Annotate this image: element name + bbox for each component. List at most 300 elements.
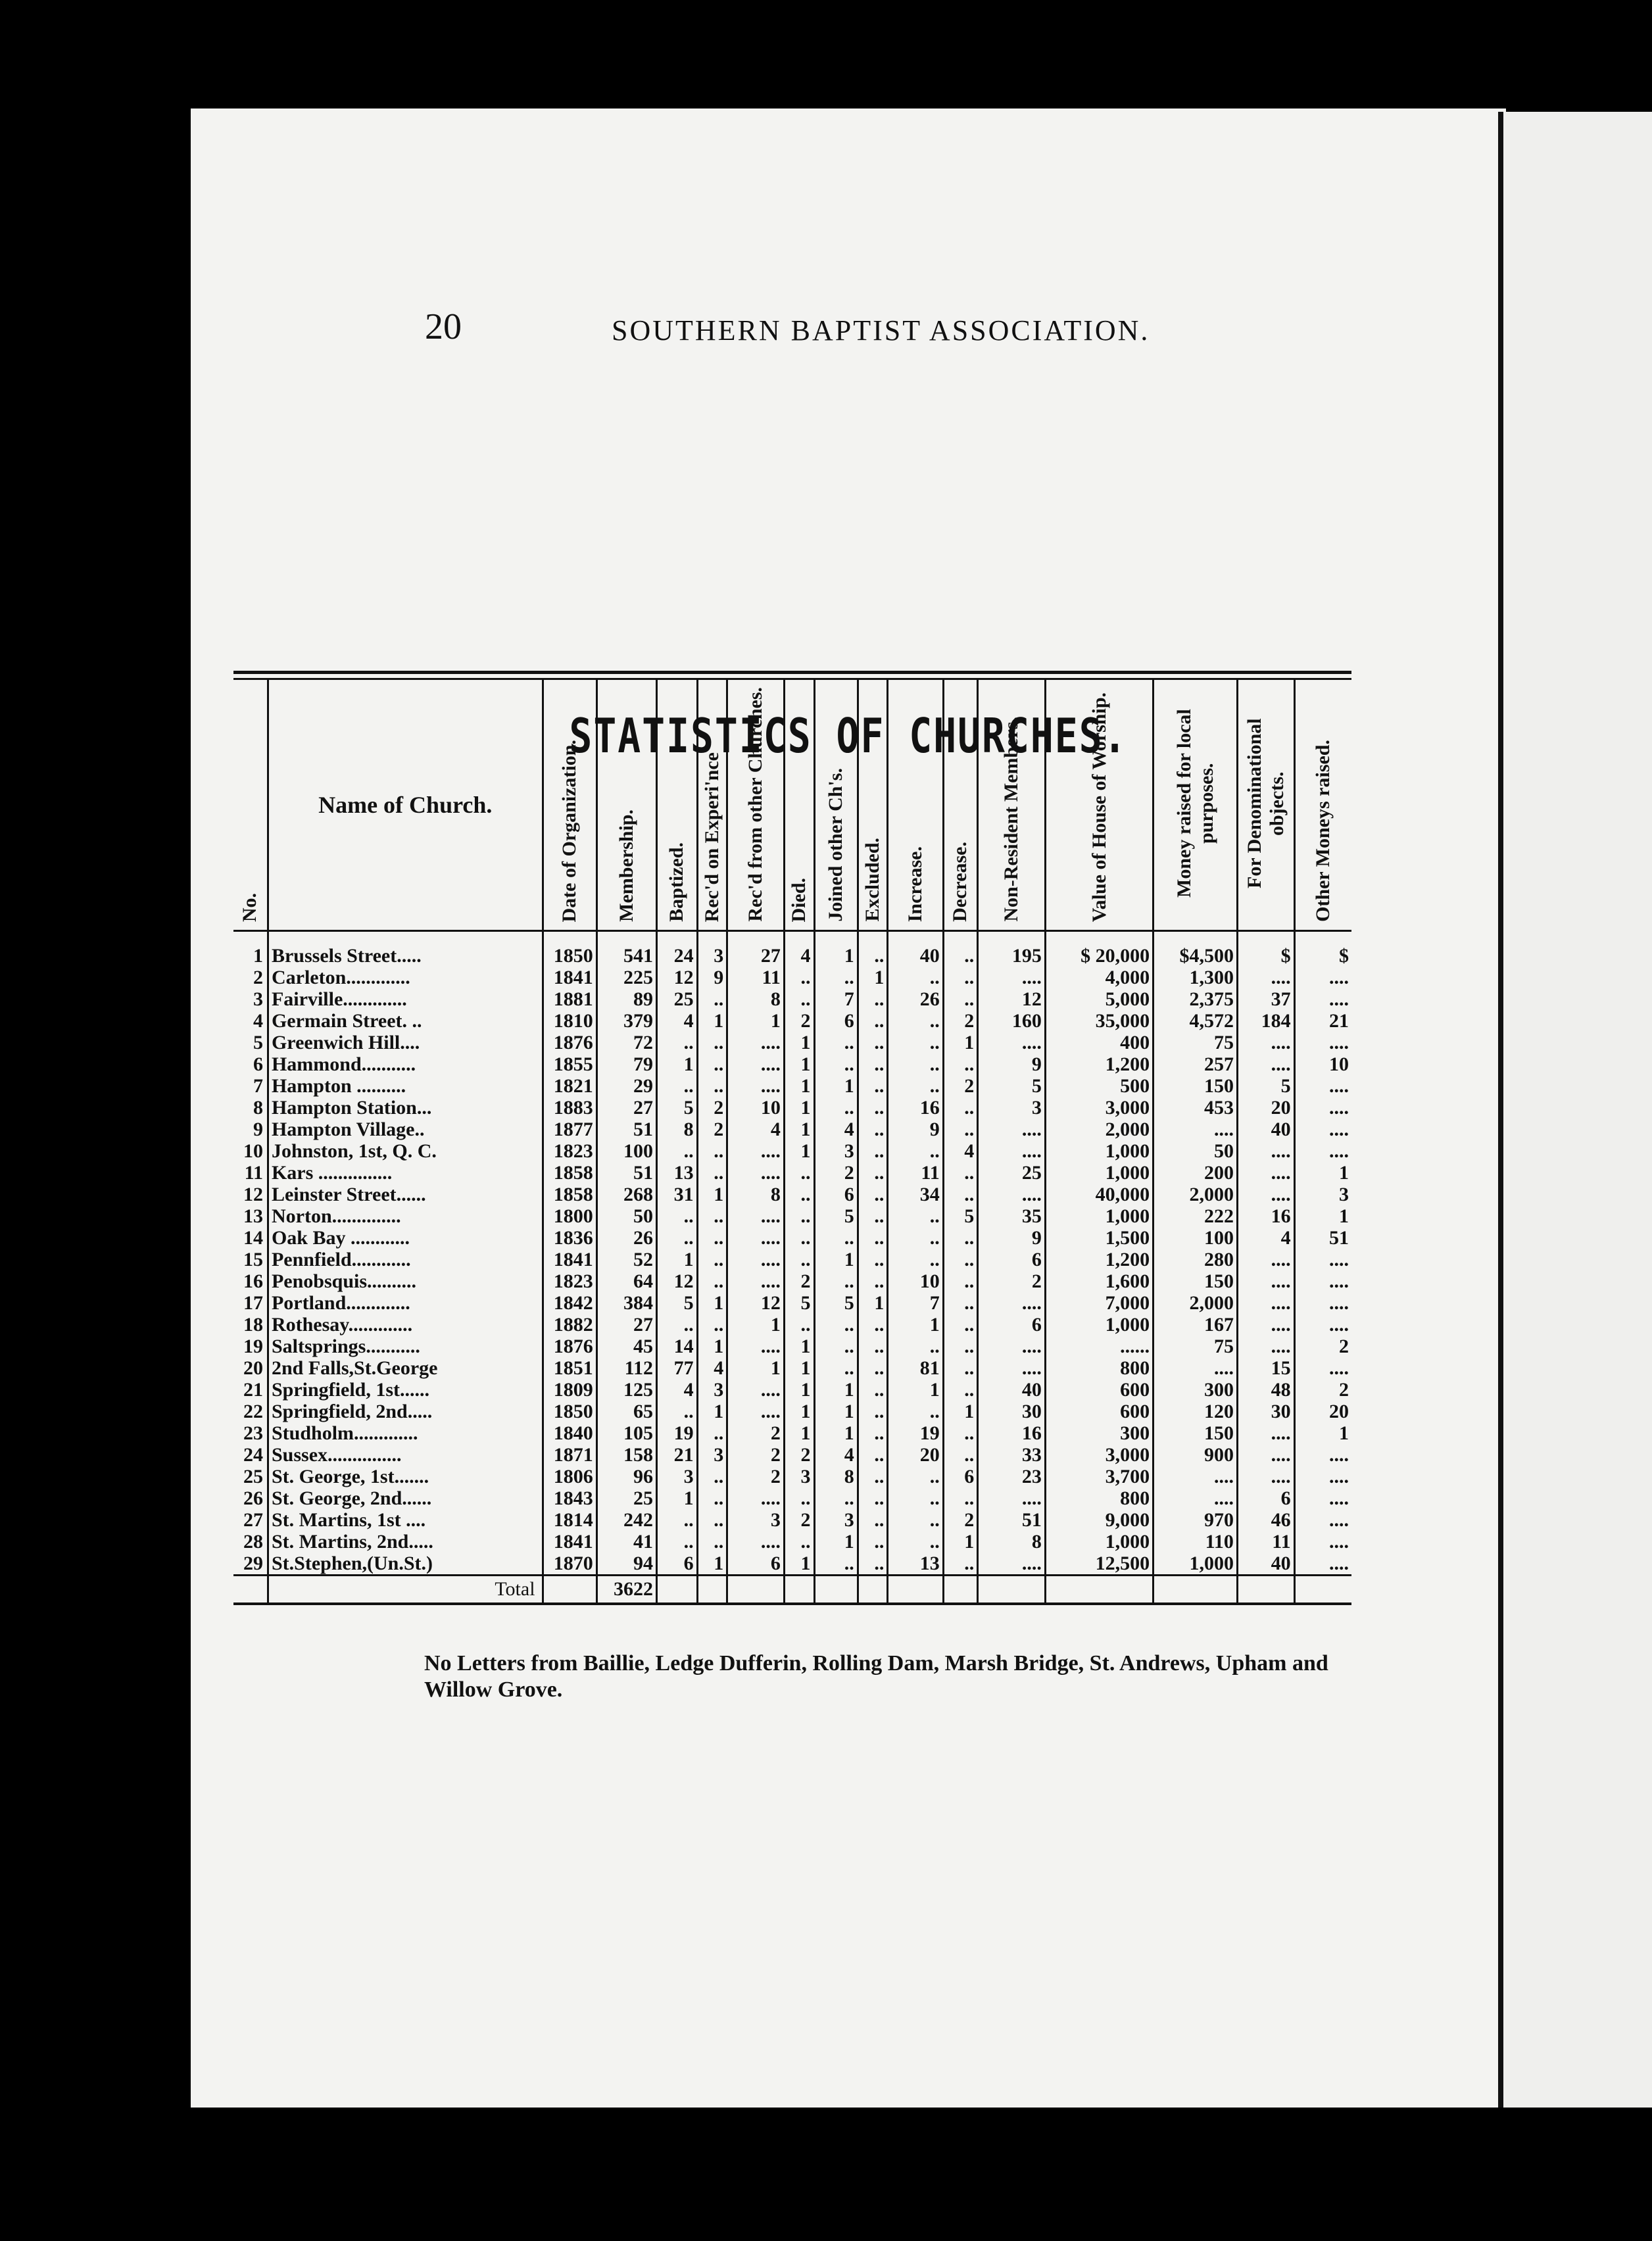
cell-other: .... [1294, 1140, 1351, 1162]
cell-local: .... [1154, 1357, 1238, 1379]
table-row [233, 1357, 1351, 1379]
cell-died: .. [784, 1184, 814, 1205]
cell-exp: 2 [697, 1097, 727, 1119]
cell-other: .... [1294, 1032, 1351, 1053]
cell-dec: .. [943, 988, 977, 1010]
cell-name: Springfield, 2nd..... [268, 1401, 543, 1422]
cell-inc: 1 [888, 1379, 943, 1401]
cell-denom: .... [1237, 1053, 1294, 1075]
cell-exp: .. [697, 1487, 727, 1509]
cell-no: 8 [253, 1097, 263, 1119]
table-row [233, 1053, 1351, 1075]
table-row [233, 1292, 1351, 1314]
cell-joined: .. [814, 1227, 858, 1249]
cell-dec: .. [943, 1553, 977, 1576]
cell-local: 280 [1154, 1249, 1238, 1270]
total-label: Total [268, 1576, 543, 1603]
col-experience: Rec'd on Experi'nce [697, 680, 727, 931]
cell-exc: .. [858, 1466, 888, 1487]
cell-joined: .. [814, 967, 858, 988]
cell-died: .. [784, 1314, 814, 1336]
cell-value: 1,200 [1045, 1053, 1153, 1075]
col-baptized: Baptized. [656, 680, 697, 931]
cell-nonres: .... [978, 1119, 1046, 1140]
cell-date: 1836 [543, 1227, 596, 1249]
cell-dec: 5 [943, 1205, 977, 1227]
cell-nonres: 40 [978, 1379, 1046, 1401]
cell-denom: .... [1237, 1422, 1294, 1444]
table-row [233, 1184, 1351, 1205]
adjacent-page [1498, 112, 1652, 2108]
cell-exc: .. [858, 1531, 888, 1553]
cell-name: Portland............. [268, 1292, 543, 1314]
cell-bap: 77 [656, 1357, 697, 1379]
cell-dec: 1 [943, 1032, 977, 1053]
cell-exc: .. [858, 1379, 888, 1401]
total-membership: 3622 [596, 1576, 656, 1603]
col-date: Date of Organization. [543, 680, 596, 931]
table-title: STATISTICS OF CHURCHES. [569, 708, 1128, 764]
cell-local: 453 [1154, 1097, 1238, 1119]
cell-date: 1841 [543, 1531, 596, 1553]
cell-exp: 1 [697, 1401, 727, 1422]
cell-denom: .... [1237, 1184, 1294, 1205]
cell-exp: .. [697, 1422, 727, 1444]
cell-exc: .. [858, 1140, 888, 1162]
cell-local: .... [1154, 1466, 1238, 1487]
cell-exc: .. [858, 931, 888, 967]
cell-inc: 16 [888, 1097, 943, 1119]
cell-died: 1 [784, 1422, 814, 1444]
cell-joined: 7 [814, 988, 858, 1010]
cell-inc: 26 [888, 988, 943, 1010]
cell-no: 19 [243, 1336, 263, 1357]
cell-nonres: .... [978, 1487, 1046, 1509]
cell-nonres: 2 [978, 1270, 1046, 1292]
cell-local: 300 [1154, 1379, 1238, 1401]
cell-denom: .... [1237, 1032, 1294, 1053]
cell-bap: 1 [656, 1053, 697, 1075]
cell-exp: .. [697, 1531, 727, 1553]
cell-joined: 1 [814, 1422, 858, 1444]
cell-inc: 81 [888, 1357, 943, 1379]
cell-ch: 2 [727, 1466, 785, 1487]
cell-nonres: 3 [978, 1097, 1046, 1119]
cell-no: 10 [243, 1140, 263, 1162]
cell-died: .. [784, 1249, 814, 1270]
cell-nonres: 160 [978, 1010, 1046, 1032]
table-row [233, 1531, 1351, 1553]
cell-bap: 14 [656, 1336, 697, 1357]
cell-joined: .. [814, 1357, 858, 1379]
cell-ch: .... [727, 1531, 785, 1553]
table-row [233, 1422, 1351, 1444]
col-name: Name of Church. [268, 680, 543, 931]
cell-inc: 9 [888, 1119, 943, 1140]
cell-name: Hammond........... [268, 1053, 543, 1075]
table-row [233, 1270, 1351, 1292]
cell-no: 7 [253, 1075, 263, 1097]
cell-inc: 1 [888, 1314, 943, 1336]
cell-nonres: 5 [978, 1075, 1046, 1097]
cell-died: 1 [784, 1097, 814, 1119]
cell-ch: .... [727, 1401, 785, 1422]
cell-other: 2 [1294, 1336, 1351, 1357]
cell-local: 2,000 [1154, 1292, 1238, 1314]
cell-mem: 100 [596, 1140, 656, 1162]
cell-inc: 40 [888, 931, 943, 967]
cell-exp: 3 [697, 931, 727, 967]
table-body [233, 931, 1351, 1576]
cell-name: Hampton Station... [268, 1097, 543, 1119]
cell-inc: .. [888, 1509, 943, 1531]
cell-mem: 242 [596, 1509, 656, 1531]
cell-died: 4 [784, 931, 814, 967]
table-row [233, 1227, 1351, 1249]
cell-inc: 34 [888, 1184, 943, 1205]
cell-joined: 3 [814, 1509, 858, 1531]
cell-no: 3 [253, 988, 263, 1010]
cell-died: 1 [784, 1553, 814, 1576]
cell-value: 600 [1045, 1379, 1153, 1401]
cell-died: 1 [784, 1140, 814, 1162]
cell-inc: .. [888, 1336, 943, 1357]
cell-joined: 4 [814, 1119, 858, 1140]
cell-name: Kars ............... [268, 1162, 543, 1184]
cell-denom: 37 [1237, 988, 1294, 1010]
cell-denom: 40 [1237, 1119, 1294, 1140]
cell-bap: 31 [656, 1184, 697, 1205]
cell-denom: 46 [1237, 1509, 1294, 1531]
cell-exp: .. [697, 1205, 727, 1227]
cell-dec: .. [943, 1119, 977, 1140]
cell-name: Pennfield............ [268, 1249, 543, 1270]
cell-dec: .. [943, 1379, 977, 1401]
cell-exp: 1 [697, 1184, 727, 1205]
table-row [233, 1487, 1351, 1509]
col-nonresident: Non-Resident Members. [978, 680, 1046, 931]
cell-exc: .. [858, 1509, 888, 1531]
cell-nonres: .... [978, 1292, 1046, 1314]
cell-joined: .. [814, 1553, 858, 1576]
cell-died: .. [784, 967, 814, 988]
cell-dec: .. [943, 1162, 977, 1184]
cell-no: 14 [243, 1227, 263, 1249]
cell-died: 2 [784, 1010, 814, 1032]
cell-bap: .. [656, 1205, 697, 1227]
cell-exc: .. [858, 1336, 888, 1357]
cell-denom: 4 [1237, 1227, 1294, 1249]
cell-name: St.Stephen,(Un.St.) [268, 1553, 543, 1576]
cell-mem: 94 [596, 1553, 656, 1576]
cell-exp: 9 [697, 967, 727, 988]
cell-other: .... [1294, 1444, 1351, 1466]
cell-mem: 64 [596, 1270, 656, 1292]
cell-date: 1850 [543, 931, 596, 967]
running-title: SOUTHERN BAPTIST ASSOCIATION. [612, 314, 1150, 347]
cell-denom: .... [1237, 1444, 1294, 1466]
cell-value: 300 [1045, 1422, 1153, 1444]
cell-ch: .... [727, 1487, 785, 1509]
cell-other: 1 [1294, 1205, 1351, 1227]
cell-bap: 5 [656, 1097, 697, 1119]
cell-joined: .. [814, 1314, 858, 1336]
cell-value: 3,000 [1045, 1444, 1153, 1466]
cell-local: 1,300 [1154, 967, 1238, 988]
cell-date: 1842 [543, 1292, 596, 1314]
table-row [233, 1205, 1351, 1227]
cell-value: 2,000 [1045, 1119, 1153, 1140]
cell-exc: .. [858, 1205, 888, 1227]
col-membership: Membership. [596, 680, 656, 931]
cell-ch: .... [727, 1249, 785, 1270]
cell-date: 1800 [543, 1205, 596, 1227]
cell-exp: .. [697, 1509, 727, 1531]
cell-local: 150 [1154, 1075, 1238, 1097]
cell-ch: .... [727, 1053, 785, 1075]
cell-mem: 105 [596, 1422, 656, 1444]
col-no: No. [233, 680, 268, 931]
cell-value: 3,000 [1045, 1097, 1153, 1119]
cell-value: 1,500 [1045, 1227, 1153, 1249]
cell-exp: .. [697, 1053, 727, 1075]
cell-date: 1840 [543, 1422, 596, 1444]
cell-ch: 10 [727, 1097, 785, 1119]
cell-inc: .. [888, 1466, 943, 1487]
cell-inc: 7 [888, 1292, 943, 1314]
cell-joined: 5 [814, 1205, 858, 1227]
cell-mem: 158 [596, 1444, 656, 1466]
cell-bap: 8 [656, 1119, 697, 1140]
cell-bap: .. [656, 1531, 697, 1553]
cell-value: 3,700 [1045, 1466, 1153, 1487]
cell-died: .. [784, 1205, 814, 1227]
cell-no: 6 [253, 1053, 263, 1075]
cell-died: 2 [784, 1509, 814, 1531]
cell-mem: 27 [596, 1314, 656, 1336]
cell-local: 75 [1154, 1032, 1238, 1053]
cell-ch: .... [727, 1205, 785, 1227]
cell-dec: .. [943, 1097, 977, 1119]
cell-mem: 29 [596, 1075, 656, 1097]
cell-exc: 1 [858, 1292, 888, 1314]
cell-exp: .. [697, 1270, 727, 1292]
cell-denom: 15 [1237, 1357, 1294, 1379]
cell-bap: 6 [656, 1553, 697, 1576]
cell-denom: .... [1237, 1140, 1294, 1162]
cell-denom: 20 [1237, 1097, 1294, 1119]
cell-no: 22 [243, 1401, 263, 1422]
cell-dec: 1 [943, 1531, 977, 1553]
table-row [233, 1336, 1351, 1357]
cell-value: 40,000 [1045, 1184, 1153, 1205]
cell-ch: 4 [727, 1119, 785, 1140]
cell-bap: 24 [656, 931, 697, 967]
statistics-table [233, 680, 1351, 1602]
cell-mem: 96 [596, 1466, 656, 1487]
cell-denom: 11 [1237, 1531, 1294, 1553]
cell-dec: .. [943, 1357, 977, 1379]
cell-ch: .... [727, 1227, 785, 1249]
cell-denom: 16 [1237, 1205, 1294, 1227]
cell-bap: .. [656, 1509, 697, 1531]
cell-nonres: 16 [978, 1422, 1046, 1444]
cell-inc: 10 [888, 1270, 943, 1292]
cell-date: 1871 [543, 1444, 596, 1466]
cell-died: 1 [784, 1357, 814, 1379]
cell-nonres: 30 [978, 1401, 1046, 1422]
cell-inc: 20 [888, 1444, 943, 1466]
cell-joined: 4 [814, 1444, 858, 1466]
cell-joined: 1 [814, 1531, 858, 1553]
cell-local: 4,572 [1154, 1010, 1238, 1032]
cell-name: Oak Bay ............ [268, 1227, 543, 1249]
cell-value: 1,000 [1045, 1162, 1153, 1184]
col-value: Value of House of Worship. [1045, 680, 1153, 931]
cell-name: Norton.............. [268, 1205, 543, 1227]
cell-other: 20 [1294, 1401, 1351, 1422]
cell-name: St. George, 1st....... [268, 1466, 543, 1487]
cell-joined: 1 [814, 931, 858, 967]
table-row [233, 1401, 1351, 1422]
bottom-rule [233, 1602, 1351, 1605]
cell-died: .. [784, 1162, 814, 1184]
cell-exp: 4 [697, 1357, 727, 1379]
cell-other: 21 [1294, 1010, 1351, 1032]
cell-ch: 6 [727, 1553, 785, 1576]
cell-date: 1810 [543, 1010, 596, 1032]
cell-date: 1855 [543, 1053, 596, 1075]
cell-bap: 4 [656, 1379, 697, 1401]
col-joined: Joined other Ch's. [814, 680, 858, 931]
cell-exp: .. [697, 1162, 727, 1184]
cell-nonres: 195 [978, 931, 1046, 967]
cell-joined: 6 [814, 1010, 858, 1032]
cell-dec: 2 [943, 1010, 977, 1032]
cell-no: 24 [243, 1444, 263, 1466]
cell-inc: .. [888, 1010, 943, 1032]
cell-bap: 1 [656, 1249, 697, 1270]
cell-local: 2,000 [1154, 1184, 1238, 1205]
cell-exc: .. [858, 1184, 888, 1205]
cell-exc: .. [858, 1032, 888, 1053]
cell-other: .... [1294, 1509, 1351, 1531]
cell-date: 1821 [543, 1075, 596, 1097]
cell-date: 1882 [543, 1314, 596, 1336]
cell-inc: .. [888, 1032, 943, 1053]
cell-dec: .. [943, 1227, 977, 1249]
cell-exp: 1 [697, 1292, 727, 1314]
cell-nonres: .... [978, 967, 1046, 988]
total-row [233, 1576, 1351, 1603]
cell-nonres: 9 [978, 1053, 1046, 1075]
cell-bap: 25 [656, 988, 697, 1010]
cell-no: 15 [243, 1249, 263, 1270]
cell-value: 4,000 [1045, 967, 1153, 988]
cell-dec: 4 [943, 1140, 977, 1162]
cell-no: 13 [243, 1205, 263, 1227]
cell-no: 5 [253, 1032, 263, 1053]
cell-denom: .... [1237, 1249, 1294, 1270]
footnote: No Letters from Baillie, Ledge Dufferin, Rolling Dam, Marsh Bridge, St. Andrews, Upham and Willow Grove. [424, 1651, 1328, 1702]
cell-no: 2 [253, 967, 263, 988]
cell-exc: .. [858, 1401, 888, 1422]
cell-no: 20 [243, 1357, 263, 1379]
cell-joined: .. [814, 1032, 858, 1053]
cell-name: Sussex............... [268, 1444, 543, 1466]
cell-value: 500 [1045, 1075, 1153, 1097]
cell-nonres: 9 [978, 1227, 1046, 1249]
cell-no: 12 [243, 1184, 263, 1205]
cell-name: Fairville............. [268, 988, 543, 1010]
cell-name: Brussels Street..... [268, 931, 543, 967]
cell-nonres: 23 [978, 1466, 1046, 1487]
cell-exc: .. [858, 1097, 888, 1119]
cell-exc: .. [858, 1357, 888, 1379]
table-row [233, 1097, 1351, 1119]
cell-other: .... [1294, 1466, 1351, 1487]
cell-denom: .... [1237, 1336, 1294, 1357]
cell-mem: 541 [596, 931, 656, 967]
cell-exc: .. [858, 1270, 888, 1292]
cell-mem: 26 [596, 1227, 656, 1249]
cell-mem: 89 [596, 988, 656, 1010]
cell-name: St. Martins, 1st .... [268, 1509, 543, 1531]
cell-value: 35,000 [1045, 1010, 1153, 1032]
cell-local: 1,000 [1154, 1553, 1238, 1576]
cell-name: Saltsprings........... [268, 1336, 543, 1357]
cell-exc: .. [858, 1075, 888, 1097]
cell-dec: .. [943, 931, 977, 967]
cell-bap: 12 [656, 1270, 697, 1292]
cell-inc: .. [888, 1227, 943, 1249]
cell-mem: 50 [596, 1205, 656, 1227]
cell-exc: .. [858, 1487, 888, 1509]
cell-nonres: 6 [978, 1314, 1046, 1336]
page-header [191, 306, 1506, 358]
cell-exp: 1 [697, 1010, 727, 1032]
cell-joined: 8 [814, 1466, 858, 1487]
cell-name: St. Martins, 2nd..... [268, 1531, 543, 1553]
cell-other: 2 [1294, 1379, 1351, 1401]
cell-exp: .. [697, 1075, 727, 1097]
cell-local: 970 [1154, 1509, 1238, 1531]
cell-local: $4,500 [1154, 931, 1238, 967]
cell-local: 222 [1154, 1205, 1238, 1227]
cell-no: 25 [243, 1466, 263, 1487]
cell-ch: 2 [727, 1422, 785, 1444]
table-row [233, 988, 1351, 1010]
cell-mem: 65 [596, 1401, 656, 1422]
cell-exc: .. [858, 1249, 888, 1270]
cell-exc: .. [858, 1227, 888, 1249]
cell-no: 1 [253, 944, 263, 967]
cell-ch: 1 [727, 1314, 785, 1336]
cell-denom: .... [1237, 1466, 1294, 1487]
cell-inc: .. [888, 1205, 943, 1227]
col-increase: Increase. [888, 680, 943, 931]
cell-mem: 268 [596, 1184, 656, 1205]
cell-no: 21 [243, 1379, 263, 1401]
cell-date: 1823 [543, 1270, 596, 1292]
cell-bap: 3 [656, 1466, 697, 1487]
cell-died: .. [784, 1531, 814, 1553]
cell-no: 4 [253, 1010, 263, 1032]
cell-bap: .. [656, 1401, 697, 1422]
cell-date: 1809 [543, 1379, 596, 1401]
cell-date: 1823 [543, 1140, 596, 1162]
cell-date: 1881 [543, 988, 596, 1010]
